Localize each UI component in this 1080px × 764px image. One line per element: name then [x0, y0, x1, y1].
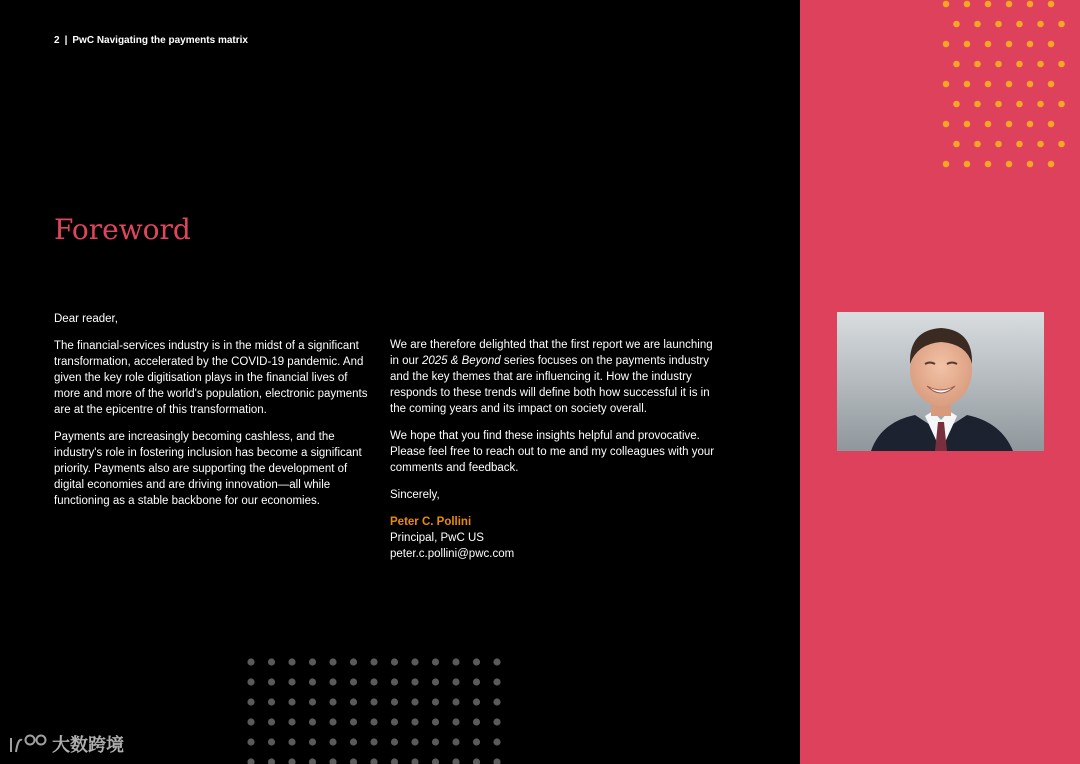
pattern-dot [247, 698, 254, 705]
pattern-dot [473, 698, 480, 705]
publication-title: PwC Navigating the payments matrix [72, 35, 248, 46]
pattern-dot [953, 21, 960, 28]
pattern-dot [350, 758, 357, 764]
pattern-dot [1048, 81, 1055, 88]
pattern-dot [329, 758, 336, 764]
pattern-dot [411, 658, 418, 665]
pattern-dot [1006, 161, 1013, 168]
pattern-dot [1027, 121, 1034, 128]
pattern-dot [411, 678, 418, 685]
pattern-dot [268, 718, 275, 725]
pattern-dot [964, 81, 971, 88]
pattern-dot [432, 658, 439, 665]
pattern-dot [309, 718, 316, 725]
pattern-dot [432, 738, 439, 745]
greeting: Dear reader, [54, 313, 118, 325]
pattern-dot [943, 161, 950, 168]
pattern-dot [943, 121, 950, 128]
pattern-dot [943, 81, 950, 88]
paragraph: Payments are increasingly becoming cashless, and the industry's role in fostering inclusion has become a significant priority. Payments also are supporting the development of digital economies and are driving innovation—all while functioning as a stable backbone for our economies. [54, 431, 362, 507]
pattern-dot [370, 738, 377, 745]
pattern-dot [1037, 61, 1044, 68]
pattern-dot [432, 758, 439, 764]
pattern-dot [370, 678, 377, 685]
pattern-dot [1058, 101, 1065, 108]
pattern-dot [1027, 161, 1034, 168]
pattern-dot [473, 658, 480, 665]
pattern-dot [985, 121, 992, 128]
pattern-dot [370, 698, 377, 705]
pattern-dot [391, 698, 398, 705]
running-header [54, 35, 248, 46]
pattern-dot [350, 698, 357, 705]
pattern-dot [953, 101, 960, 108]
pattern-dot [1048, 1, 1055, 8]
pattern-dot [452, 718, 459, 725]
pattern-dot [1006, 81, 1013, 88]
pattern-dot [985, 81, 992, 88]
pattern-dot [329, 678, 336, 685]
pattern-dot [288, 678, 295, 685]
pattern-dot [411, 698, 418, 705]
pattern-dot [370, 658, 377, 665]
pattern-dot [370, 718, 377, 725]
pattern-dot [1006, 121, 1013, 128]
pattern-dot [329, 738, 336, 745]
pattern-dot [452, 678, 459, 685]
pattern-dot [964, 121, 971, 128]
pattern-dot [309, 678, 316, 685]
paragraph-text: We are therefore delighted that the first report we are launching in our [390, 339, 713, 367]
pattern-dot [1058, 21, 1065, 28]
pattern-dot [411, 738, 418, 745]
paragraph: The financial-services industry is in the midst of a significant transformation, accelerated by the COVID-19 pandemic. And given the key role digitisation plays in the financial lives of more and more of the world's population, electronic payments are at the epicentre of this transformation. [54, 340, 368, 416]
pattern-dot [452, 698, 459, 705]
pattern-dot [268, 758, 275, 764]
pattern-dot [1037, 21, 1044, 28]
pattern-dot [350, 718, 357, 725]
pattern-dot [432, 718, 439, 725]
paragraph-text: series focuses on the payments industry and the key themes that are influencing it. How the industry responds to these trends will define both how successful it is in the coming years and its impact on society overall. [390, 355, 710, 415]
right-column [390, 337, 720, 573]
pattern-dot [1048, 121, 1055, 128]
pattern-dot [995, 141, 1002, 148]
signature-block [390, 514, 720, 562]
pattern-dot [974, 21, 981, 28]
watermark-text: 大数跨境 [52, 735, 124, 756]
pattern-dot [288, 738, 295, 745]
pattern-dot [329, 698, 336, 705]
pattern-dot [943, 41, 950, 48]
pattern-dot [493, 658, 500, 665]
pattern-dot [473, 758, 480, 764]
pattern-dot [1027, 41, 1034, 48]
pattern-dot [985, 1, 992, 8]
pattern-dot [411, 718, 418, 725]
pattern-dot [953, 61, 960, 68]
pattern-dot [309, 738, 316, 745]
pattern-dot [1058, 61, 1065, 68]
pattern-dot [247, 678, 254, 685]
pattern-dot [391, 738, 398, 745]
paragraph [390, 337, 720, 417]
pattern-dot [288, 758, 295, 764]
orange-dot-pattern [940, 0, 1075, 180]
pattern-dot [1058, 141, 1065, 148]
pattern-dot [1048, 161, 1055, 168]
pattern-dot [247, 718, 254, 725]
pattern-dot [1037, 101, 1044, 108]
pattern-dot [473, 678, 480, 685]
pattern-dot [288, 718, 295, 725]
pattern-dot [1037, 141, 1044, 148]
pattern-dot [432, 678, 439, 685]
pattern-dot [309, 698, 316, 705]
pattern-dot [391, 658, 398, 665]
pattern-dot [943, 1, 950, 8]
pattern-dot [309, 658, 316, 665]
pattern-dot [329, 718, 336, 725]
pattern-dot [329, 658, 336, 665]
pattern-dot [1016, 61, 1023, 68]
pattern-dot [995, 61, 1002, 68]
pattern-dot [493, 678, 500, 685]
pattern-dot [452, 738, 459, 745]
closing: Sincerely, [390, 489, 440, 501]
pattern-dot [473, 738, 480, 745]
pattern-dot [350, 658, 357, 665]
left-column [54, 311, 374, 520]
pattern-dot [995, 101, 1002, 108]
pattern-dot [473, 718, 480, 725]
pattern-dot [268, 658, 275, 665]
pattern-dot [1006, 41, 1013, 48]
pattern-dot [391, 758, 398, 764]
pattern-dot [493, 738, 500, 745]
pattern-dot [1027, 1, 1034, 8]
pattern-dot [493, 758, 500, 764]
pattern-dot [268, 678, 275, 685]
pattern-dot [288, 698, 295, 705]
pattern-dot [268, 738, 275, 745]
pattern-dot [350, 678, 357, 685]
pattern-dot [1016, 141, 1023, 148]
pattern-dot [432, 698, 439, 705]
pattern-dot [370, 758, 377, 764]
pattern-dot [1027, 81, 1034, 88]
paragraph: We hope that you find these insights helpful and provocative. Please feel free to reach out to me and my colleagues with your comments and feedback. [390, 430, 715, 474]
pattern-dot [350, 738, 357, 745]
page-title: Foreword [54, 213, 191, 246]
pattern-dot [974, 61, 981, 68]
pattern-dot [1006, 1, 1013, 8]
page-number: 2 [54, 35, 60, 46]
pattern-dot [974, 141, 981, 148]
pattern-dot [391, 718, 398, 725]
pattern-dot [964, 41, 971, 48]
pattern-dot [247, 738, 254, 745]
pattern-dot [268, 698, 275, 705]
grey-dot-pattern [246, 658, 521, 764]
pattern-dot [995, 21, 1002, 28]
header-separator: | [64, 35, 68, 46]
pattern-dot [452, 758, 459, 764]
watermark-logo [8, 730, 148, 758]
pattern-dot [493, 718, 500, 725]
pattern-dot [411, 758, 418, 764]
pattern-dot [391, 678, 398, 685]
pattern-dot [309, 758, 316, 764]
signature-name: Peter C. Pollini [390, 516, 472, 528]
pattern-dot [493, 698, 500, 705]
pattern-dot [1016, 101, 1023, 108]
pattern-dot [985, 41, 992, 48]
pattern-dot [964, 1, 971, 8]
pattern-dot [1016, 21, 1023, 28]
pattern-dot [985, 161, 992, 168]
signature-email[interactable]: peter.c.pollini@pwc.com [390, 548, 515, 560]
portrait-photo [837, 312, 1044, 451]
pattern-dot [974, 101, 981, 108]
pattern-dot [288, 658, 295, 665]
series-name: 2025 & Beyond [421, 355, 501, 367]
signature-role: Principal, PwC US [390, 532, 484, 544]
pattern-dot [247, 658, 254, 665]
pattern-dot [1048, 41, 1055, 48]
pattern-dot [452, 658, 459, 665]
pattern-dot [247, 758, 254, 764]
pattern-dot [953, 141, 960, 148]
pattern-dot [964, 161, 971, 168]
